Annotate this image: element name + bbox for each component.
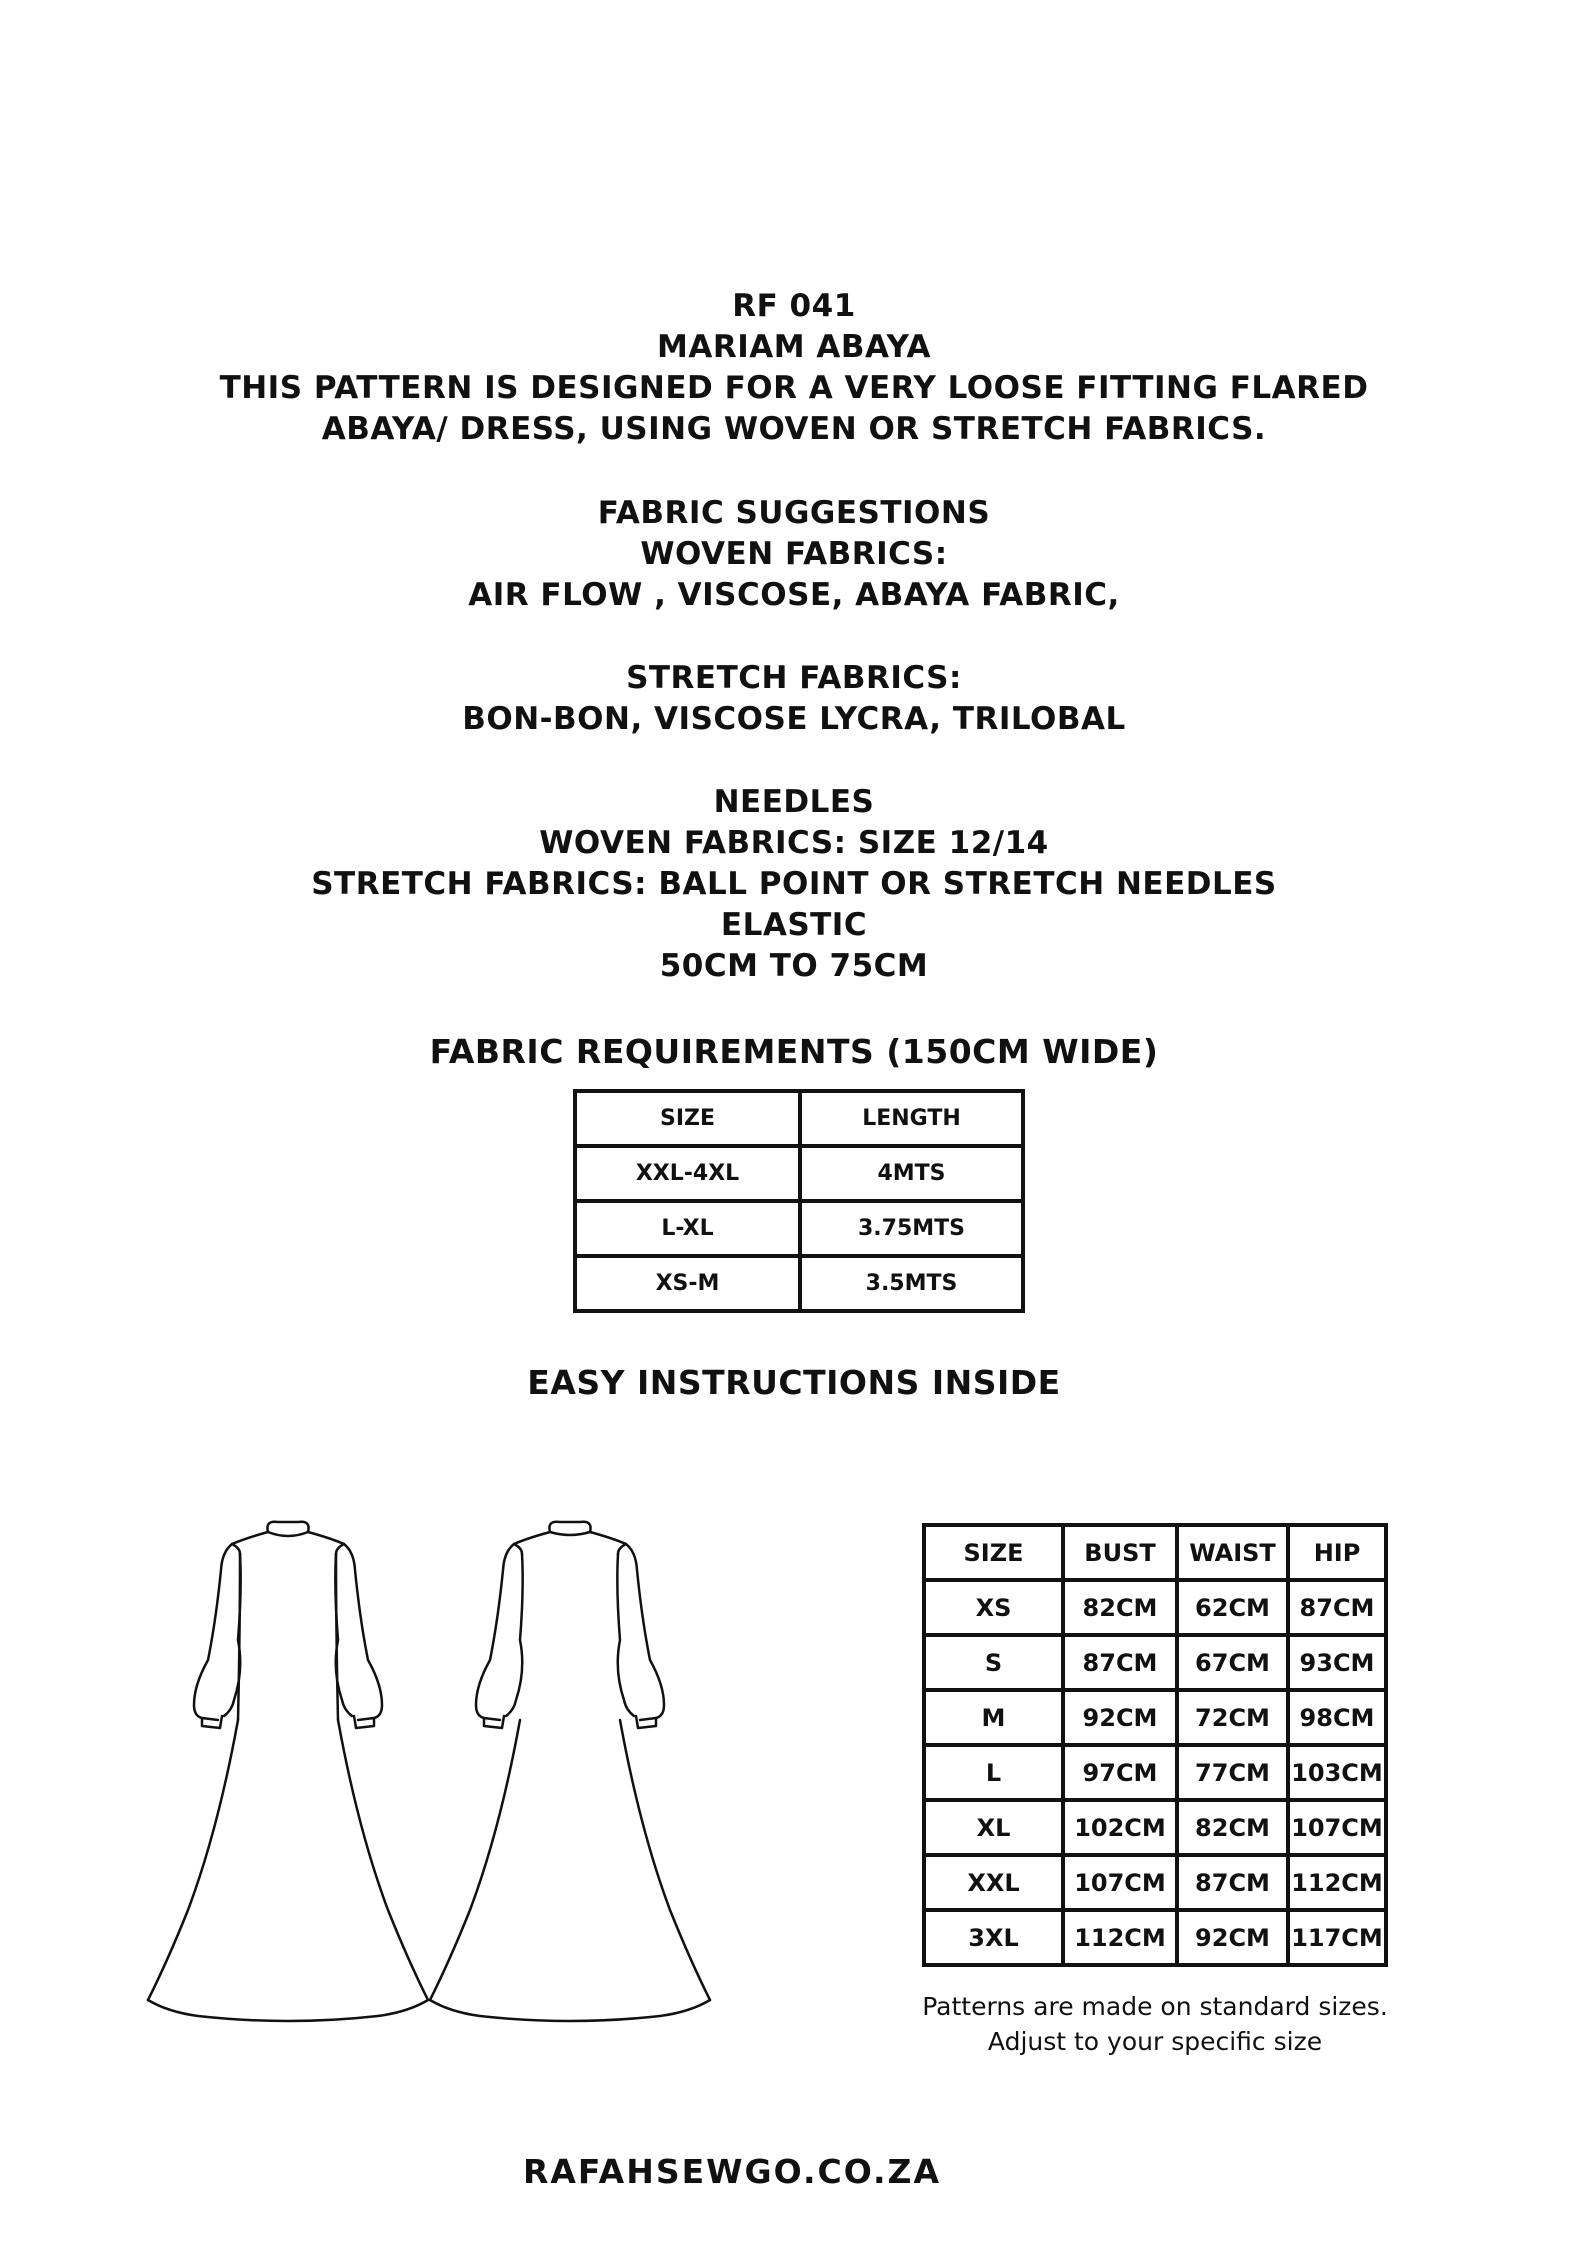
table-row xyxy=(575,1146,1023,1201)
table-cell: XXL-4XL xyxy=(575,1146,800,1201)
abaya-front-view xyxy=(148,1522,428,2021)
fabric-requirements-table xyxy=(573,1089,1025,1313)
table-cell: 3.5MTS xyxy=(800,1256,1023,1311)
table-header-cell: HIP xyxy=(1288,1525,1386,1580)
table-cell: 87CM xyxy=(1063,1635,1177,1690)
easy-instructions-text: EASY INSTRUCTIONS INSIDE xyxy=(527,1363,1061,1402)
table-cell: 3.75MTS xyxy=(800,1201,1023,1256)
table-cell: L-XL xyxy=(575,1201,800,1256)
pattern-description-line-2: ABAYA/ DRESS, USING WOVEN OR STRETCH FABRICS. xyxy=(321,411,1267,447)
table-cell: XXL xyxy=(924,1855,1063,1910)
table-row xyxy=(924,1690,1386,1745)
table-row xyxy=(924,1855,1386,1910)
table-cell: 112CM xyxy=(1063,1910,1177,1965)
stretch-fabrics xyxy=(0,658,1588,740)
table-row xyxy=(924,1745,1386,1800)
elastic-label: ELASTIC xyxy=(720,907,868,943)
elastic-value: 50CM TO 75CM xyxy=(659,948,929,984)
table-cell: XL xyxy=(924,1800,1063,1855)
stretch-fabrics-label: STRETCH FABRICS: xyxy=(626,660,962,696)
table-cell: 62CM xyxy=(1177,1580,1288,1635)
table-cell: 82CM xyxy=(1063,1580,1177,1635)
table-header-row xyxy=(575,1091,1023,1146)
size-note-line-1: Patterns are made on standard sizes. xyxy=(922,1992,1388,2021)
fabric-requirements-heading xyxy=(0,1031,1588,1072)
table-row xyxy=(575,1256,1023,1311)
table-cell: S xyxy=(924,1635,1063,1690)
table-cell: L xyxy=(924,1745,1063,1800)
table-cell: 98CM xyxy=(1288,1690,1386,1745)
pattern-header xyxy=(0,286,1588,450)
size-chart-table xyxy=(922,1523,1388,1967)
size-note-line-2: Adjust to your specific size xyxy=(987,2027,1323,2056)
pattern-description-line-1: THIS PATTERN IS DESIGNED FOR A VERY LOOSE FITTING FLARED xyxy=(219,370,1369,406)
table-cell: XS xyxy=(924,1580,1063,1635)
abaya-flat-sketches xyxy=(128,1510,728,2070)
table-cell: 117CM xyxy=(1288,1910,1386,1965)
needles-section xyxy=(0,782,1588,987)
table-row xyxy=(924,1910,1386,1965)
table-cell: 92CM xyxy=(1177,1910,1288,1965)
woven-fabrics-list: AIR FLOW , VISCOSE, ABAYA FABRIC, xyxy=(468,577,1120,613)
table-cell: XS-M xyxy=(575,1256,800,1311)
table-cell: 4MTS xyxy=(800,1146,1023,1201)
pattern-name: MARIAM ABAYA xyxy=(657,329,931,365)
table-header-cell: LENGTH xyxy=(800,1091,1023,1146)
abaya-back-view xyxy=(430,1522,710,2021)
stretch-fabrics-list: BON-BON, VISCOSE LYCRA, TRILOBAL xyxy=(462,701,1126,737)
table-cell: 92CM xyxy=(1063,1690,1177,1745)
table-cell: M xyxy=(924,1690,1063,1745)
table-cell: 103CM xyxy=(1288,1745,1386,1800)
table-row xyxy=(924,1635,1386,1690)
table-row xyxy=(924,1580,1386,1635)
table-row xyxy=(924,1800,1386,1855)
table-row xyxy=(575,1201,1023,1256)
table-cell: 102CM xyxy=(1063,1800,1177,1855)
table-cell: 77CM xyxy=(1177,1745,1288,1800)
needles-woven: WOVEN FABRICS: SIZE 12/14 xyxy=(539,825,1049,861)
needles-stretch: STRETCH FABRICS: BALL POINT OR STRETCH NEEDLES xyxy=(311,866,1277,902)
needles-title: NEEDLES xyxy=(713,784,875,820)
table-header-cell: SIZE xyxy=(924,1525,1063,1580)
woven-fabrics-label: WOVEN FABRICS: xyxy=(640,536,948,572)
table-cell: 107CM xyxy=(1063,1855,1177,1910)
size-chart-note xyxy=(900,1989,1410,2059)
table-cell: 112CM xyxy=(1288,1855,1386,1910)
table-cell: 97CM xyxy=(1063,1745,1177,1800)
table-cell: 82CM xyxy=(1177,1800,1288,1855)
table-header-cell: SIZE xyxy=(575,1091,800,1146)
pattern-code: RF 041 xyxy=(732,288,856,324)
table-cell: 3XL xyxy=(924,1910,1063,1965)
table-cell: 72CM xyxy=(1177,1690,1288,1745)
table-header-row xyxy=(924,1525,1386,1580)
table-cell: 87CM xyxy=(1177,1855,1288,1910)
table-cell: 107CM xyxy=(1288,1800,1386,1855)
table-header-cell: BUST xyxy=(1063,1525,1177,1580)
website-url[interactable]: RAFAHSEWGO.CO.ZA xyxy=(522,2152,942,2191)
table-cell: 93CM xyxy=(1288,1635,1386,1690)
fabric-suggestions xyxy=(0,493,1588,616)
easy-instructions-heading xyxy=(0,1362,1588,1403)
table-cell: 67CM xyxy=(1177,1635,1288,1690)
fabric-suggestions-title: FABRIC SUGGESTIONS xyxy=(597,495,991,531)
table-cell: 87CM xyxy=(1288,1580,1386,1635)
fabric-requirements-title: FABRIC REQUIREMENTS (150CM WIDE) xyxy=(429,1032,1159,1071)
table-header-cell: WAIST xyxy=(1177,1525,1288,1580)
